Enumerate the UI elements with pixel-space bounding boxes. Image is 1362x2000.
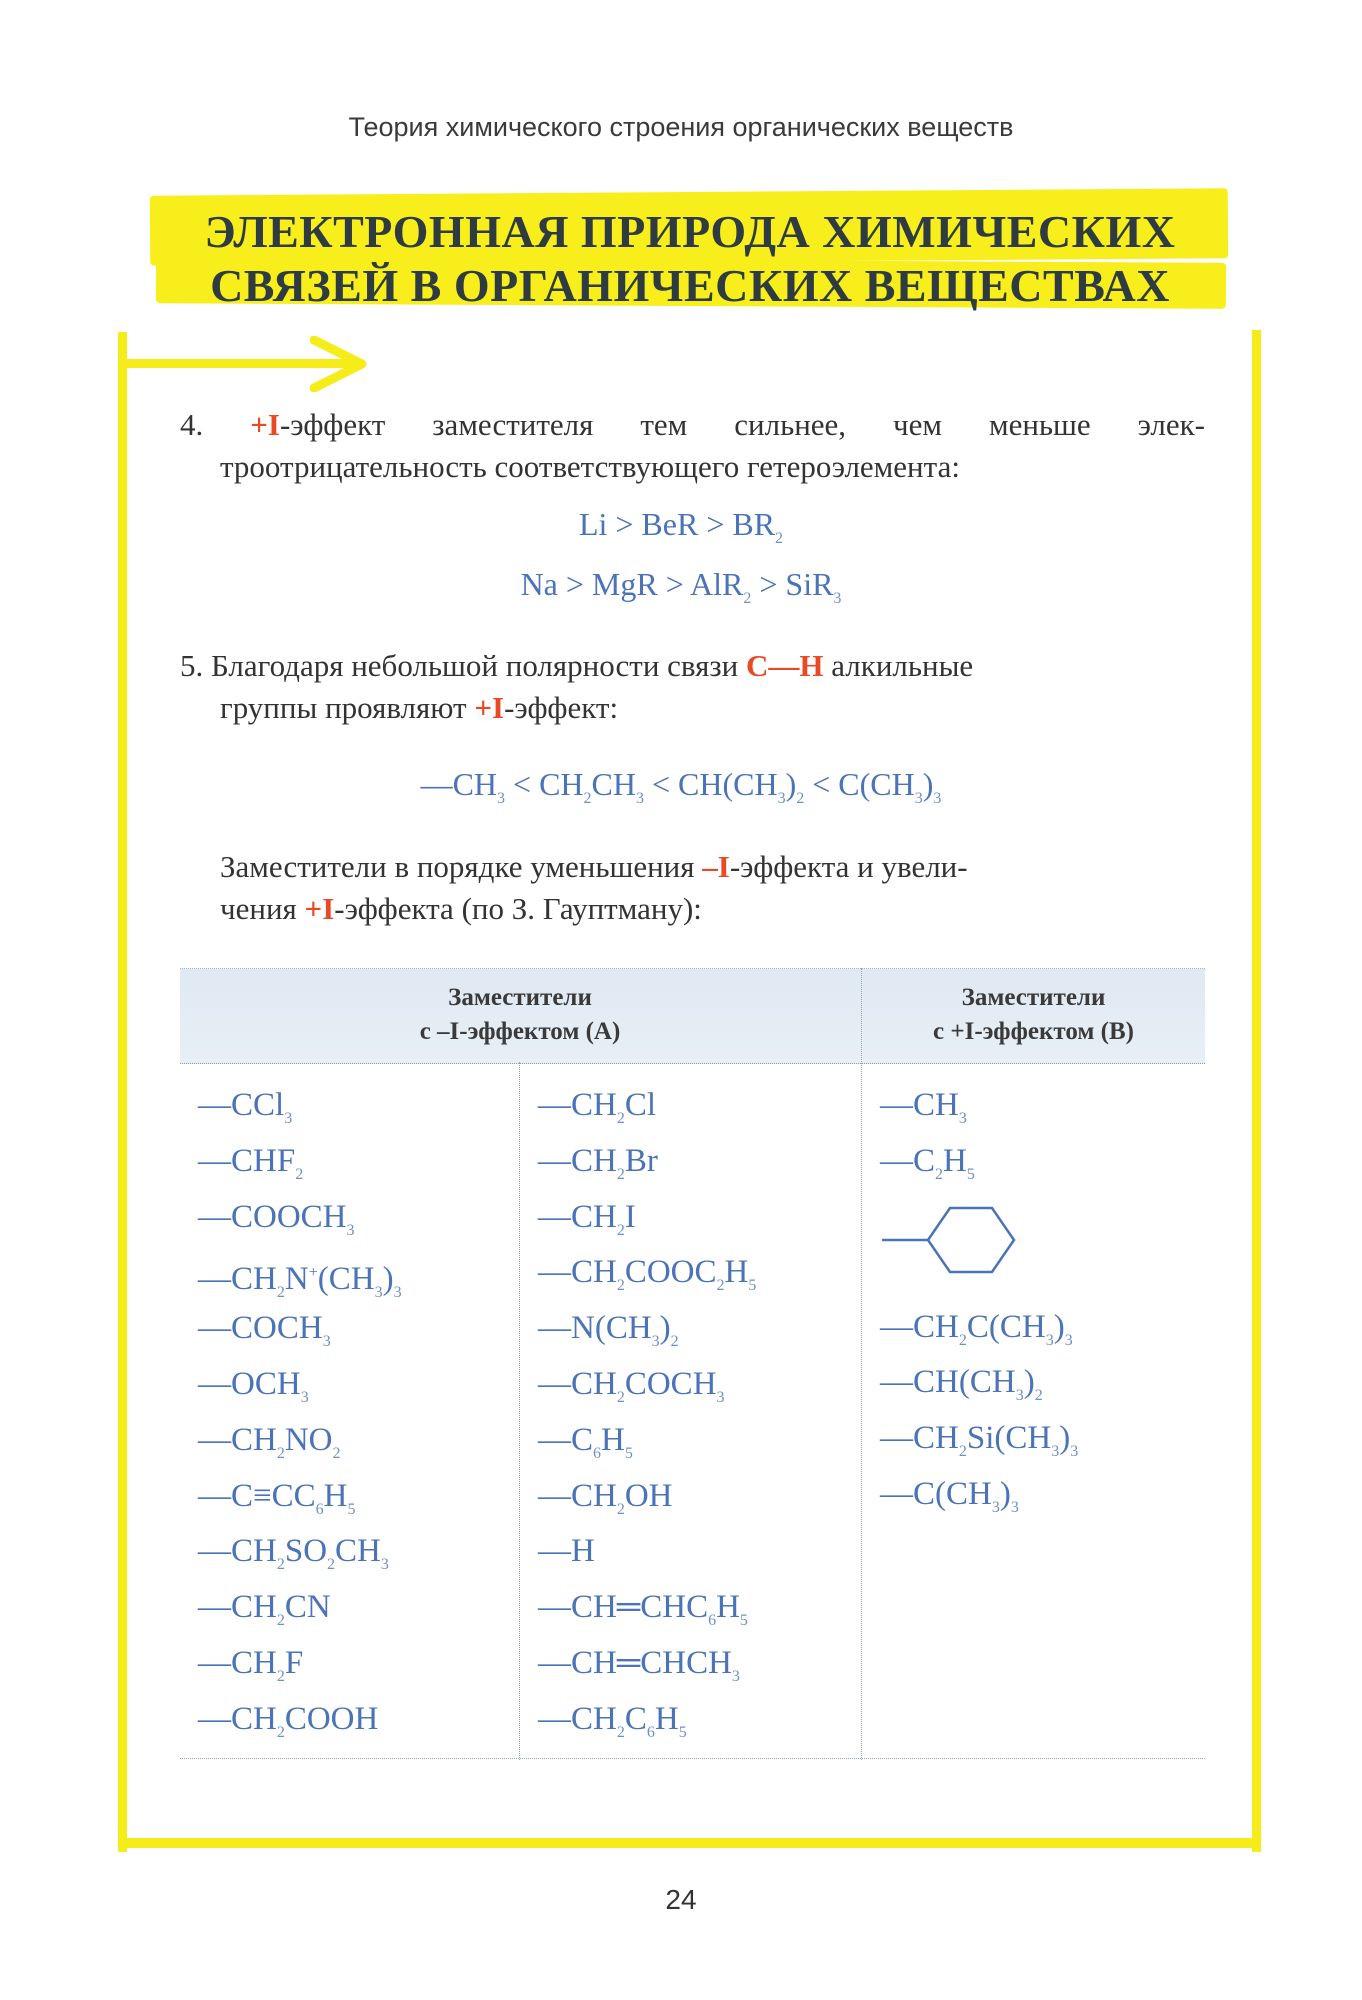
paragraph-item-5 <box>180 645 1205 729</box>
substituents-table <box>180 968 1205 1760</box>
list-item: $—N(CH_3)_2$ <box>538 1310 679 1351</box>
formula-op: > <box>665 566 684 602</box>
column-divider <box>519 1062 520 1760</box>
formula-op: > <box>615 506 634 542</box>
list-item: $—OCH_3$ <box>198 1365 309 1406</box>
header-text: с +I-эффектом (В) <box>933 1018 1134 1045</box>
plus-i-effect: +I <box>304 891 335 926</box>
list-item: $—CH_2OH$ <box>538 1477 673 1518</box>
formula-li-be-b <box>0 506 1362 548</box>
title-line-1: ЭЛЕКТРОННАЯ ПРИРОДА ХИМИЧЕСКИХ <box>204 206 1176 257</box>
list-item: $—CH_2I$ <box>538 1198 636 1239</box>
list-item: $—COOCH_3$ <box>198 1198 355 1239</box>
list-item: $—C\equiv CC_6H_5$ <box>198 1477 356 1518</box>
formula-term: $BR_2$ <box>732 506 784 547</box>
formula-alkyl-series <box>0 766 1362 808</box>
intro-text: Заместители в порядке уменьшения <box>220 849 695 884</box>
column-b <box>880 1078 1078 1523</box>
formula-op: < <box>812 766 831 802</box>
list-item <box>880 1190 1078 1300</box>
item5-text: группы проявляют <box>220 690 467 725</box>
formula-term: $C(CH_3)_3$ <box>838 766 942 807</box>
formula-term: Na <box>520 566 558 602</box>
list-item: —H <box>538 1533 595 1570</box>
formula-term: $CH(CH_3)_2$ <box>678 766 805 807</box>
arrow-head-icon <box>310 336 370 392</box>
intro-text: чения <box>220 891 297 926</box>
list-item: $—C_6H_5$ <box>538 1421 633 1462</box>
header-text: с –I-эффектом (А) <box>419 1018 621 1045</box>
item-number: 5. <box>180 648 204 683</box>
list-item: $—CH_2NO_2$ <box>198 1421 341 1462</box>
list-item: $—CH_2SO_2CH_3$ <box>198 1533 389 1574</box>
running-head: Теория химического строения органических веществ <box>348 112 1014 142</box>
formula-term: BeR <box>641 506 699 542</box>
list-item: $—CH_2Cl$ <box>538 1087 657 1127</box>
frame-bottom <box>118 1838 1261 1848</box>
plus-i-effect: +I <box>250 407 280 442</box>
paragraph-item-4 <box>180 404 1205 488</box>
formula-term: Li <box>578 506 608 542</box>
formula-term: AlR$_2$ <box>690 566 752 607</box>
minus-i-effect: –I <box>702 849 730 884</box>
ch-bond: C—H <box>746 648 824 683</box>
table-header <box>180 968 1205 1064</box>
list-item: $—CH(CH_3)_2$ <box>880 1364 1043 1405</box>
intro-text: -эффекта (по З. Гауптману): <box>334 891 702 926</box>
list-item: $—CH_3$ <box>880 1087 967 1127</box>
header-plus-i <box>862 981 1205 1049</box>
list-item: —CCl$_3$ <box>198 1087 293 1127</box>
list-item: $—CH_2Si(CH_3)_3$ <box>880 1420 1079 1461</box>
list-item: $—CH_2COOH$ <box>198 1700 379 1741</box>
formula-op: > <box>706 506 725 542</box>
list-item: $—CHF_2$ <box>198 1142 304 1183</box>
list-item: $—C(CH_3)_3$ <box>880 1475 1019 1516</box>
formula-op: < <box>513 766 532 802</box>
cyclohexyl-ring-icon <box>880 1190 1030 1290</box>
page-number: 24 <box>665 1884 697 1915</box>
substituents-intro <box>220 846 1205 930</box>
list-item: $—CH═CHCH_3$ <box>538 1644 740 1685</box>
title-line-2: СВЯЗЕЙ В ОРГАНИЧЕСКИХ ВЕЩЕСТВАХ <box>210 260 1170 311</box>
list-item: $—CH_2Br$ <box>538 1142 658 1183</box>
column-a1 <box>198 1078 402 1748</box>
formula-op: > <box>759 566 778 602</box>
header-minus-i <box>180 981 860 1049</box>
formula-na-mg-al-si <box>0 566 1362 608</box>
item4-text-line2: троотрицательность соответствующего гетероэлемента: <box>220 449 960 484</box>
list-item: $—CH_2COOC_2H_5$ <box>538 1254 757 1295</box>
formula-term: MgR <box>591 566 658 602</box>
list-item: $—COCH_3$ <box>198 1310 331 1351</box>
header-text: Заместители <box>448 984 592 1011</box>
list-item: $—CH_2C_6H_5$ <box>538 1700 687 1741</box>
list-item: $—C_2H_5$ <box>880 1142 975 1183</box>
list-item: $—CH_2N^+(CH_3)_3$ <box>198 1261 402 1302</box>
frame-left <box>118 332 127 1852</box>
item5-text: -эффект: <box>504 690 619 725</box>
list-item: $—CH_2COCH_3$ <box>538 1365 725 1406</box>
item-number: 4. <box>180 407 204 442</box>
formula-op: < <box>651 766 671 802</box>
list-item: $—CH_2C(CH_3)_3$ <box>880 1308 1073 1349</box>
formula-op: > <box>565 566 584 602</box>
list-item: $—CH_2F$ <box>198 1644 304 1685</box>
page-title <box>160 205 1220 313</box>
item5-text: Благодаря небольшой полярности связи <box>211 648 739 683</box>
item4-text: -эффект заместителя тем сильнее, чем меньше элек- <box>279 407 1206 442</box>
frame-right <box>1252 330 1261 1852</box>
item5-text: алкильные <box>831 648 974 683</box>
list-item: $—CH_2CN$ <box>198 1589 331 1630</box>
header-text: Заместители <box>961 984 1106 1011</box>
column-a2 <box>538 1078 756 1748</box>
list-item: $—CH═CHC_6H_5$ <box>538 1589 748 1630</box>
formula-term: $CH_2CH_3$ <box>539 766 644 807</box>
formula-term: SiR$_3$ <box>785 566 842 607</box>
intro-text: -эффекта и увели- <box>729 849 968 884</box>
plus-i-effect: +I <box>474 690 505 725</box>
column-divider <box>861 968 862 1760</box>
table-bottom-rule <box>180 1758 1205 1759</box>
formula-term: $—CH_3$ <box>420 766 506 807</box>
